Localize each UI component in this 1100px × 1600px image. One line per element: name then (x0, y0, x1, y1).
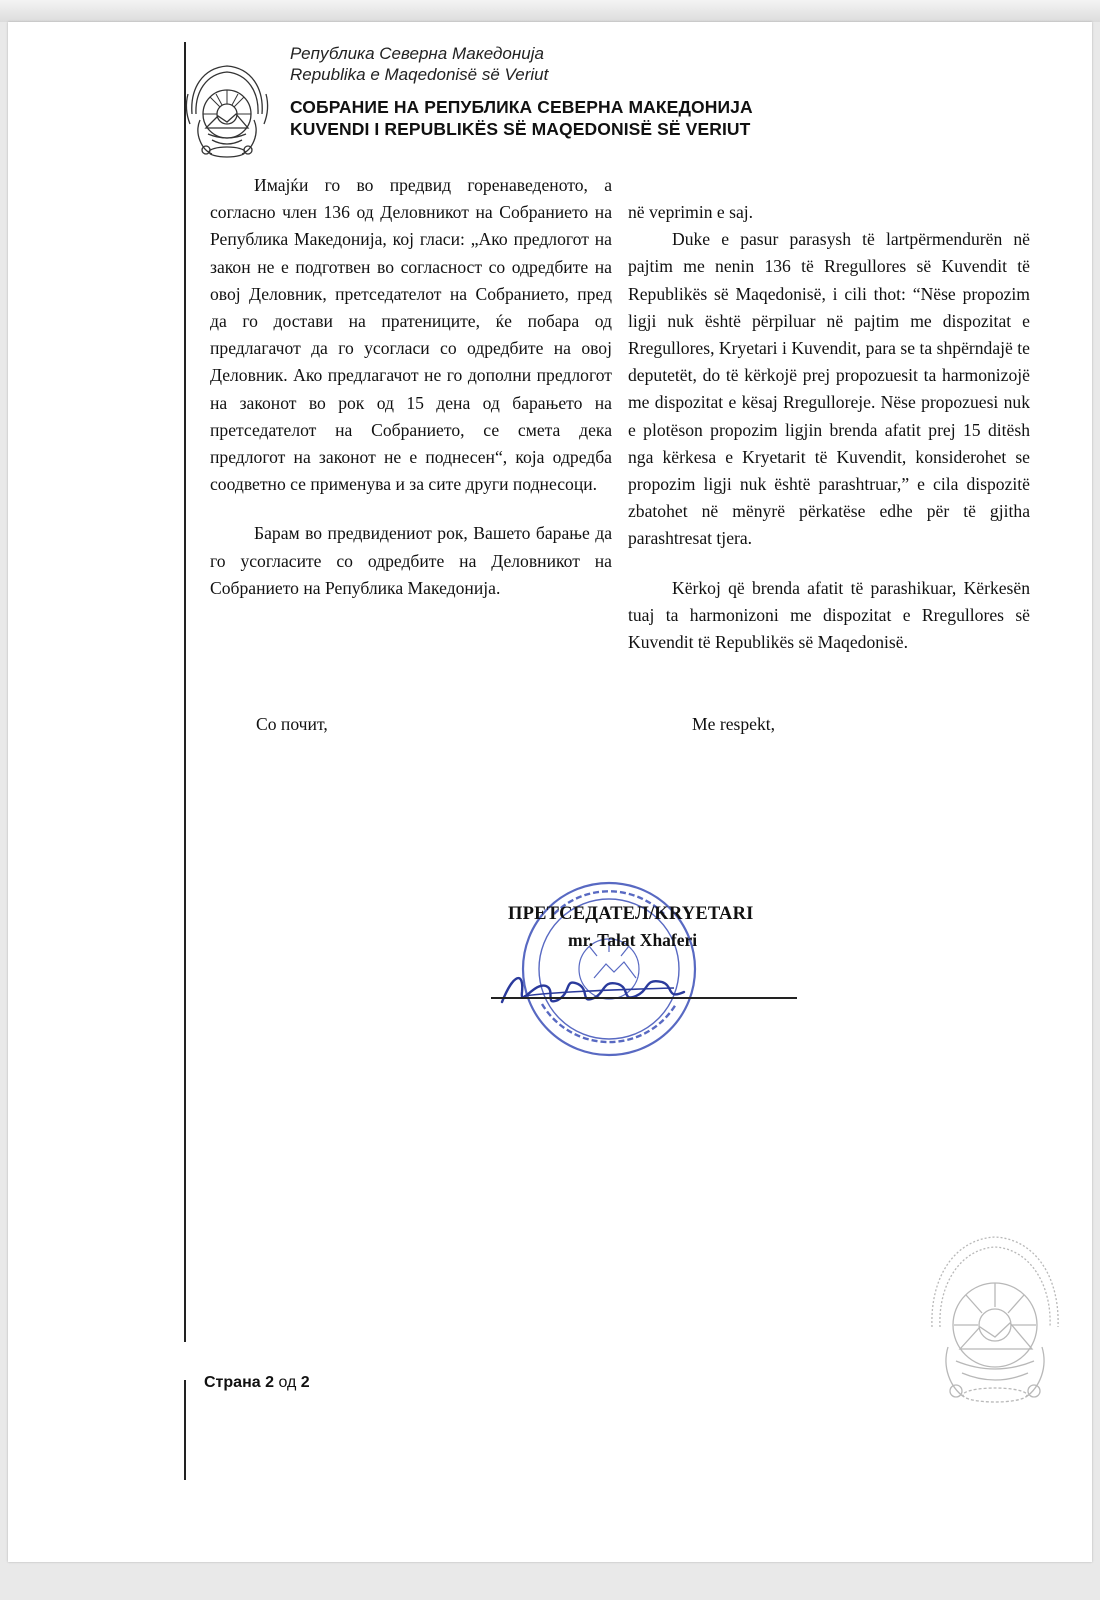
sq-continuation: në veprimin e saj. (628, 202, 754, 222)
header-assembly-mk: СОБРАНИЕ НА РЕПУБЛИКА СЕВЕРНА МАКЕДОНИЈА (290, 97, 753, 117)
footer-margin-rule (184, 1380, 186, 1480)
mk-paragraph-2: Барам во предвидениот рок, Вашето барање да го усогласите со одредбите на Деловникот на Собранието на Република Македонија. (210, 523, 612, 598)
page-total: 2 (300, 1374, 310, 1391)
mk-paragraph-1: Имајќи го во предвид горенаведеното, а согласно член 136 од Деловникот на Собранието на Република Македонија, кој гласи: „Ако предлогот на закон не е подготвен во согласност со одредбите на овој Деловник, претседателот на Собранието, пред да го достави на пратениците, ќе побара од предлагачот да го усогласи со одредбите на овој Деловник. Ако предлагачот не го дополни предлогот на законот во рок од 15 дена од барањето на претседателот на Собранието, се смета дека предлогот на законот не е поднесен“, која одредба соодветно се применува и за сите други поднесоци. (210, 175, 612, 495)
sq-closing: Me respekt, (692, 714, 776, 734)
watermark-emblem-icon (920, 1227, 1070, 1417)
screenshot-top-strip (0, 0, 1100, 22)
signatory-title: ПРЕТСЕДАТЕЛ/KRYETARI (508, 904, 754, 924)
page-current: 2 (265, 1374, 274, 1391)
header-republic-mk: Република Северна Македонија (290, 44, 544, 63)
albanian-column (628, 199, 1030, 656)
signature-line (491, 997, 797, 999)
left-margin-rule (184, 42, 186, 1342)
macedonian-column (210, 172, 612, 602)
header-assembly-sq: KUVENDI I REPUBLIKËS SË MAQEDONISË SË VERIUT (290, 119, 751, 139)
document-page (8, 22, 1092, 1562)
coat-of-arms-icon (180, 54, 274, 164)
signatory-name: mr. Talat Xhaferi (568, 930, 698, 950)
page-number (204, 1374, 310, 1392)
sq-paragraph-2: Kërkoj që brenda afatit të parashikuar, Kërkesën tuaj ta harmonizoni me dispozitat e Rregullores së Kuvendit të Republikës së Maqedonisë. (628, 577, 1030, 653)
mk-closing: Со почит, (256, 714, 328, 734)
header-republic-sq: Republika e Maqedonisë së Veriut (290, 65, 549, 84)
page-of: од (278, 1374, 297, 1391)
sq-paragraph-1: Duke e pasur parasysh të lartpërmendurën në pajtim me nenin 136 të Rregullores së Kuvendit të Republikës së Maqedonisë, i cili thot: “Nëse propozim ligji nuk është përpiluar në pajtim me dispozitat e Rregullores, Kryetari i Kuvendit, para se ta shpërndajë te deputetët, do të kërkojë prej propozuesit ta harmonizojë me dispozitat e kësaj Rregulloreje. Nëse propozuesi nuk e plotëson propozim ligjin brenda afatit prej 15 ditësh nga kërkesa e Kryetarit të Kuvendit, konsiderohet se propozim ligji nuk është parashtruar,” e cila dispozitë zbatohet në mënyrë përkatëse edhe për të gjitha parashtresat tjera. (628, 229, 1030, 549)
handwritten-signature (494, 962, 694, 1022)
page-word: Страна (204, 1374, 261, 1391)
